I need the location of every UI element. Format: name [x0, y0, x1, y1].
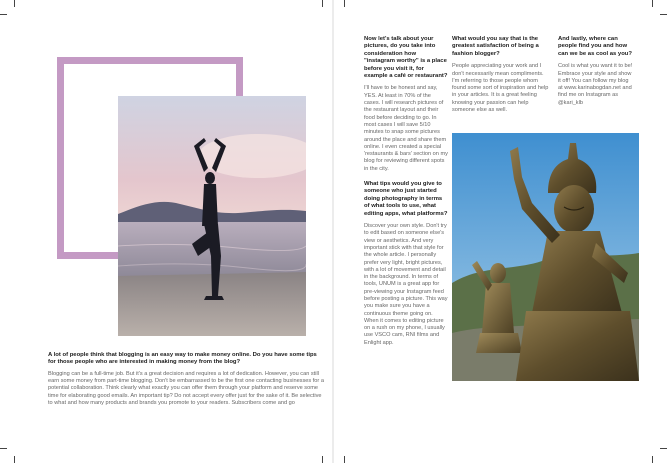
crop-mark: [0, 448, 7, 449]
interview-answer: People appreciating your work and I don't necessarily mean compliments. I'm referring to those people whom found some sort of inspiration and help in your articles. It is a great feeling knowing your passion can help someone else as well.: [452, 63, 549, 113]
right-column-2: [452, 36, 550, 122]
crop-mark: [322, 456, 323, 463]
interview-answer: Cool is what you want it to be! Embrace your style and show it off! You can follow my blog at www.karinabogdan.net and find me on Instagram as @kari_klb: [558, 63, 633, 106]
left-page-qa: [48, 352, 326, 407]
interview-question: What tips would you give to someone who just started doing photography in terms of what tools to use, what editing apps, what platforms?: [364, 181, 448, 217]
interview-question: Now let's talk about your pictures, do you take into consideration how "instagram worthy" is a place before you visit it, for example a café or restaurant?: [364, 36, 448, 80]
crop-mark: [660, 14, 667, 15]
crop-mark: [344, 0, 345, 7]
buddha-statue-photo: [452, 133, 639, 381]
crop-mark: [322, 0, 323, 7]
interview-answer: Discover your own style. Don't try to edit based on someone else's view or aesthetics. And very important stick with that style for the whole article. I personally prefer very light, bright pictures, with a lot of movement and detail in the background. In terms of tools, UNUM is a great app for pre-viewing your Instagram feed before posting a picture. This way you make sure you have a continuous theme going on. When it comes to editing picture on a rush on my phone, I usually use VSCO cam, RNI films and Enlight app.: [364, 223, 448, 346]
right-column-1: [364, 36, 448, 355]
crop-mark: [0, 14, 7, 15]
crop-mark: [652, 456, 653, 463]
crop-mark: [660, 448, 667, 449]
interview-answer: I'll have to be honest and say, YES. At least in 70% of the cases. I will research pictures of the restaurant layout and their food before deciding to go. In most cases I will save 5/10 minutes to snap some pictures around the place and share them online. I even created a special 'restaurants & bars' section on my blog for reviewing different spots in the city.: [364, 85, 448, 172]
yoga-beach-photo: [118, 96, 306, 336]
interview-answer: Blogging can be a full-time job. But it's a great decision and requires a lot of dedication. However, you can still earn some money from part-time blogging. Don't be embarrassed to be the first one contacting businesses for a potential collaboration. Think clearly what exactly you can offer them through your platform and reserve some time for elaborating good emails. An important tip? Do not accept every offer just for the sake of it. Be selective to what and how many products and brands you promote to your readers. Subscribers come and go: [48, 370, 324, 406]
interview-question: A lot of people think that blogging is an easy way to make money online. Do you have some tips for those people who are interested in making money from the blog?: [48, 352, 317, 366]
crop-mark: [344, 456, 345, 463]
interview-question: And lastly, where can people find you and how can we be as cool as you?: [558, 36, 632, 57]
crop-mark: [14, 456, 15, 463]
crop-mark: [14, 0, 15, 7]
crop-mark: [652, 0, 653, 7]
interview-question: What would you say that is the greatest satisfaction of being a fashion blogger?: [452, 36, 539, 57]
right-column-3: [558, 36, 634, 115]
page-spine: [332, 0, 334, 463]
